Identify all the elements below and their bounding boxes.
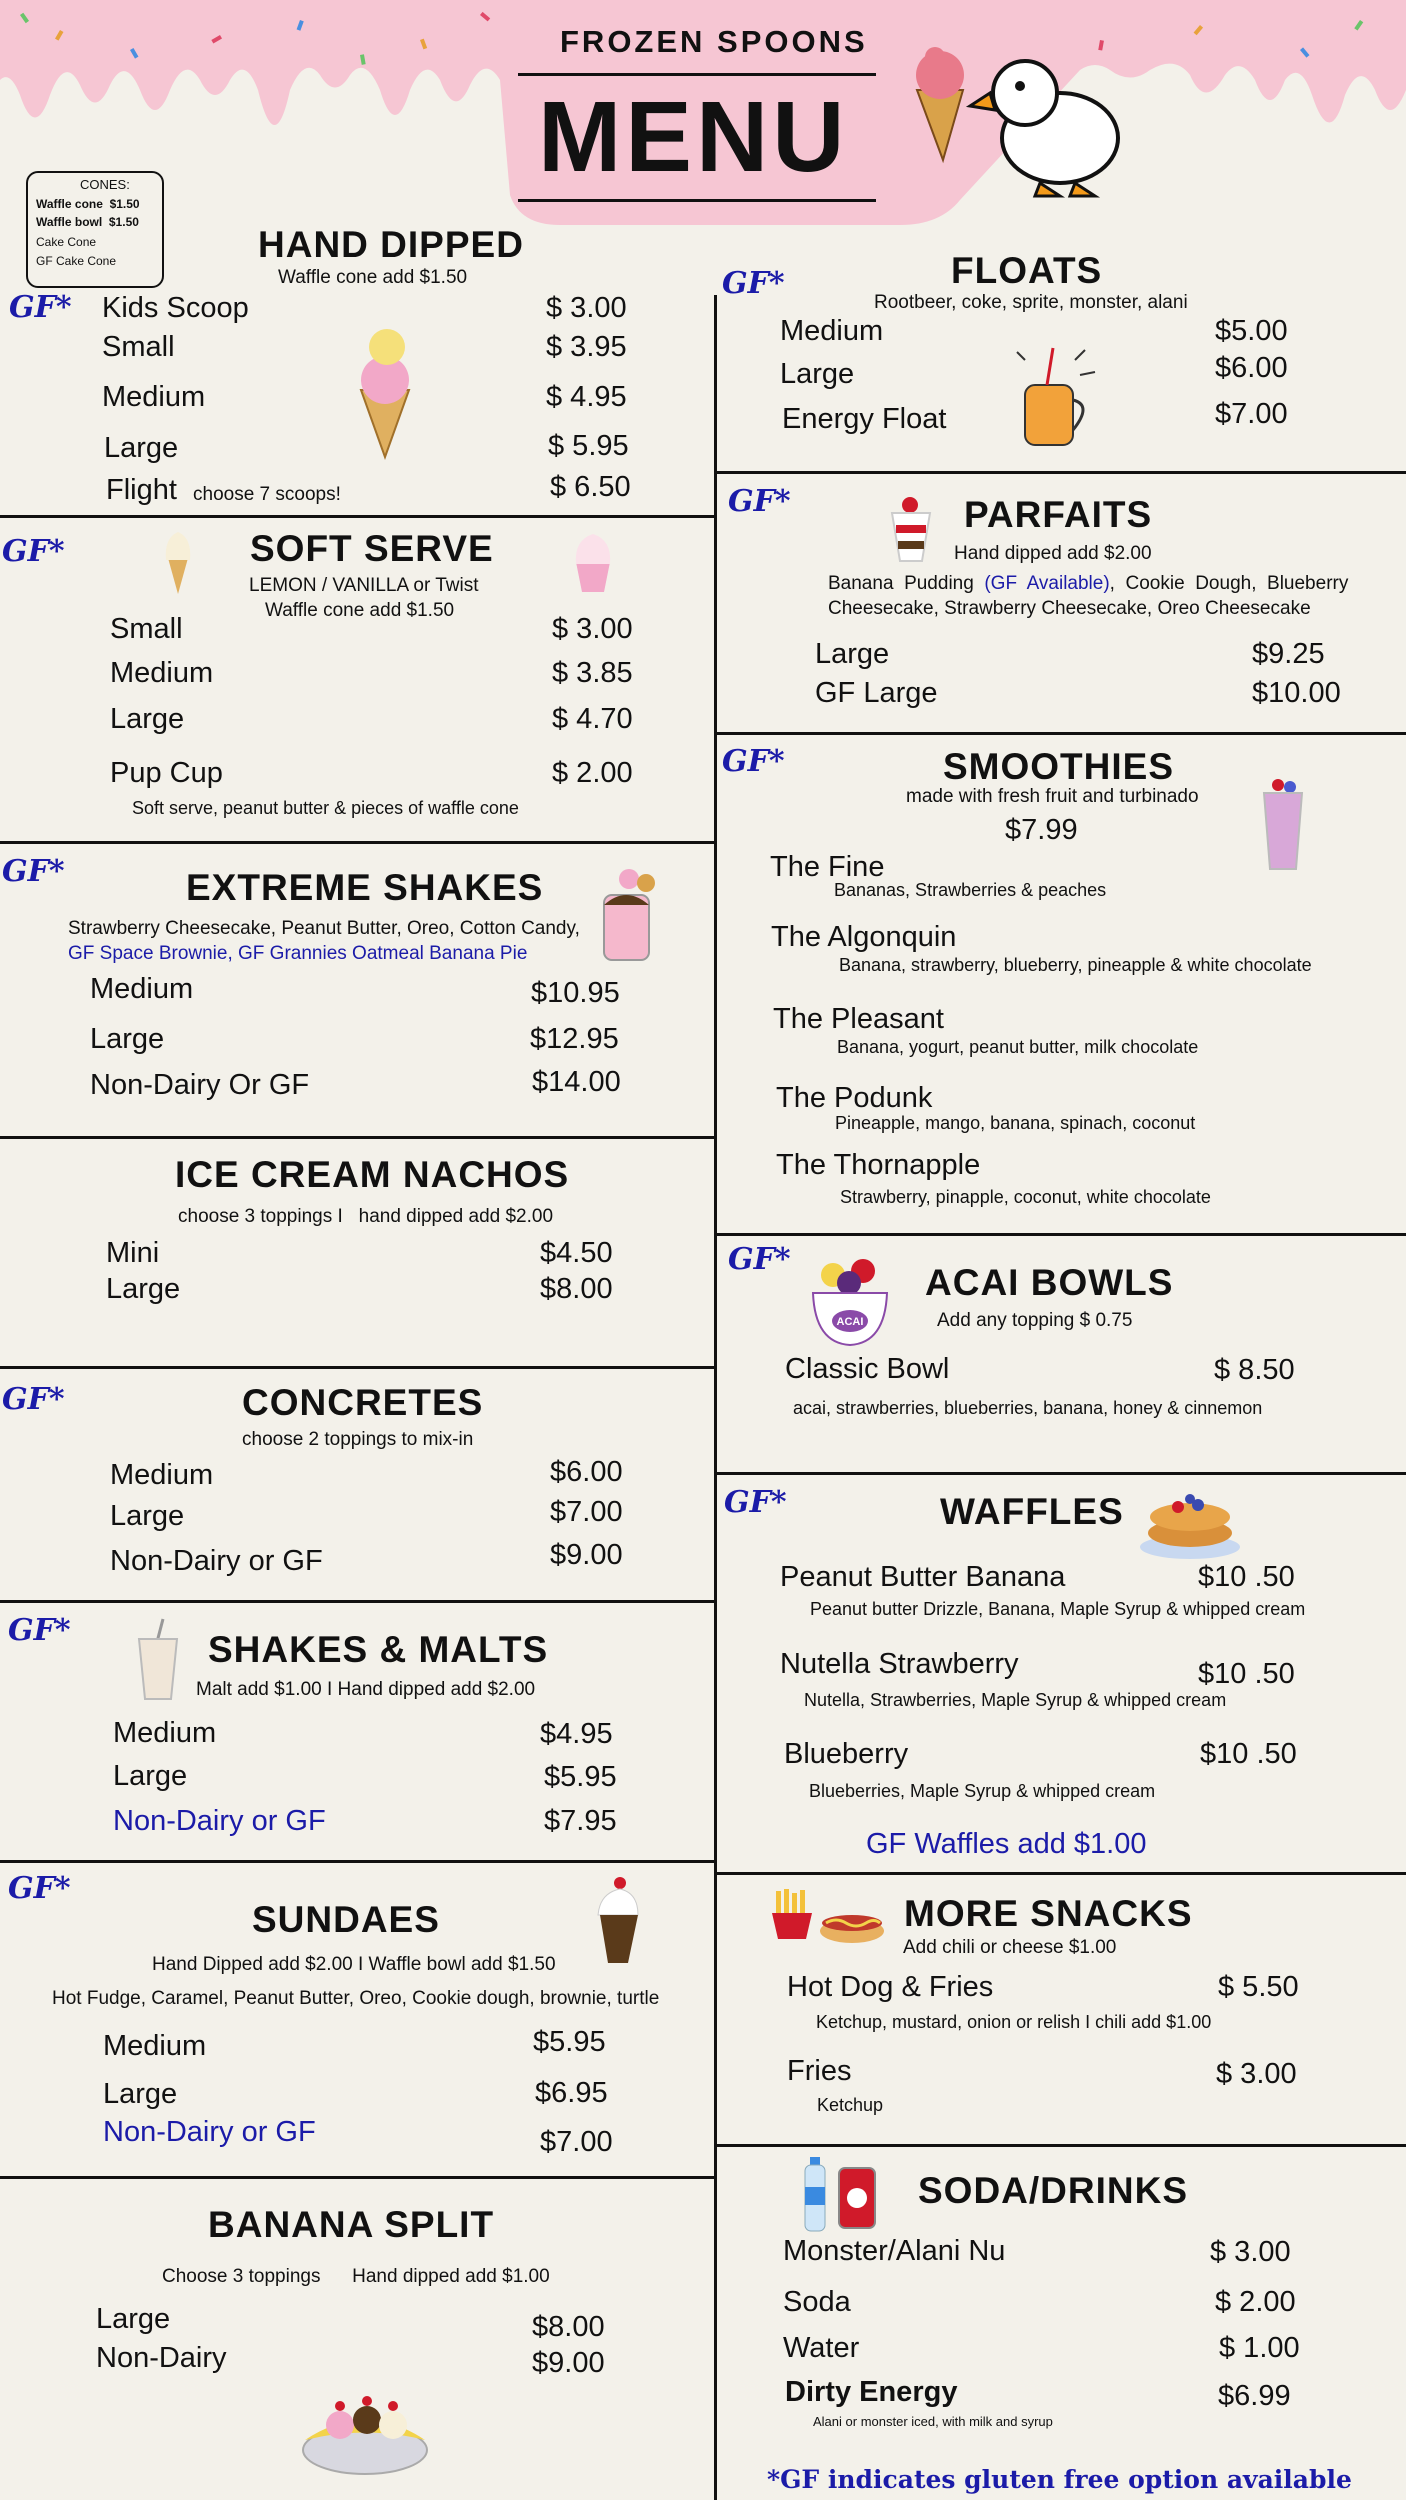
section-divider: [715, 732, 1406, 735]
parfaits-flavors: Cheesecake, Strawberry Cheesecake, Oreo Cheesecake: [828, 598, 1311, 619]
gf-marker: GF*: [722, 744, 785, 779]
waffle-price: $10 .50: [1198, 1658, 1295, 1690]
fries-icon: [768, 1887, 816, 1942]
banana-split-subtitle: Choose 3 toppings Hand dipped add $1.00: [162, 2266, 550, 2287]
menu-item-name: Dirty Energy: [785, 2376, 958, 2408]
menu-item-price: $ 3.00: [552, 613, 633, 645]
smoothies-title: SMOOTHIES: [943, 746, 1175, 787]
menu-item-price: $14.00: [532, 1066, 621, 1098]
menu-item-price: $ 4.95: [546, 381, 627, 413]
title-rule-top: [518, 73, 876, 76]
menu-item-name: Large: [110, 703, 185, 735]
water-bottle-icon: [800, 2155, 830, 2233]
waffle-stack-icon: [1138, 1475, 1243, 1560]
menu-item-name: Energy Float: [782, 403, 947, 435]
duck-mascot-icon: [965, 38, 1125, 198]
menu-item-name: Medium: [110, 657, 214, 689]
flight-note: choose 7 scoops!: [193, 484, 341, 505]
menu-item-name: Non-Dairy: [96, 2342, 227, 2374]
parfaits-subtitle: Hand dipped add $2.00: [954, 543, 1152, 564]
section-divider: [0, 1860, 715, 1863]
menu-item-price: $5.00: [1215, 315, 1288, 347]
banana-split-title: BANANA SPLIT: [208, 2204, 495, 2245]
smoothie-description: Strawberry, pinapple, coconut, white chocolate: [840, 1187, 1211, 1207]
title-rule-bottom: [518, 199, 876, 202]
menu-item-name: Flight: [106, 474, 177, 506]
section-divider: [0, 2176, 715, 2179]
menu-item-price: $10.00: [1252, 677, 1341, 709]
waffle-price: $10 .50: [1198, 1561, 1295, 1593]
section-divider: [715, 1472, 1406, 1475]
floats-title: FLOATS: [951, 250, 1103, 291]
menu-item-price: $ 1.00: [1219, 2332, 1300, 2364]
extreme-shakes-flavors: Strawberry Cheesecake, Peanut Butter, Oreo, Cotton Candy,: [68, 918, 580, 939]
menu-item-name: Large: [90, 1023, 165, 1055]
acai-bowls-subtitle: Add any topping $ 0.75: [937, 1310, 1133, 1331]
cones-title: CONES:: [80, 177, 130, 192]
section-divider: [715, 1872, 1406, 1875]
cones-line: Waffle bowl $1.50: [36, 215, 139, 229]
menu-item-price: $6.00: [550, 1456, 623, 1488]
menu-item-name: GF Large: [815, 677, 938, 709]
menu-item-name: Kids Scoop: [102, 292, 249, 324]
floats-subtitle: Rootbeer, coke, sprite, monster, alani: [874, 292, 1188, 313]
smoothie-name: The Thornapple: [776, 1149, 981, 1181]
gf-marker: GF*: [722, 266, 785, 301]
section-divider: [715, 1233, 1406, 1236]
waffle-description: Peanut butter Drizzle, Banana, Maple Syrup & whipped cream: [810, 1599, 1306, 1619]
menu-item-name: Water: [783, 2332, 860, 2364]
menu-item-price: $ 2.00: [1215, 2286, 1296, 2318]
parfait-icon: [886, 495, 936, 565]
menu-item-price: $7.00: [540, 2126, 613, 2158]
menu-item-price: $6.00: [1215, 352, 1288, 384]
waffle-description: Nutella, Strawberries, Maple Syrup & whipped cream: [804, 1690, 1227, 1710]
cones-box: [26, 171, 164, 288]
menu-item-name: Pup Cup: [110, 757, 223, 789]
nachos-subtitle: choose 3 toppings I hand dipped add $2.00: [178, 1206, 554, 1227]
parfaits-flavors-b: , Cookie Dough, Blueberry: [1109, 573, 1349, 594]
menu-item-price: $7.95: [544, 1805, 617, 1837]
menu-item-name: Medium: [102, 381, 206, 413]
soft-serve-title: SOFT SERVE: [250, 528, 494, 569]
section-divider: [715, 2144, 1406, 2147]
gf-marker: GF*: [8, 1613, 71, 1648]
cones-line: GF Cake Cone: [36, 254, 117, 268]
soft-serve-cup-icon: [568, 530, 618, 595]
fries-description: Ketchup: [817, 2095, 884, 2115]
gf-marker: GF*: [728, 1242, 791, 1277]
ice-cream-cone-icon: [345, 325, 425, 460]
extreme-shakes-title: EXTREME SHAKES: [186, 867, 544, 908]
menu-item-name: Large: [96, 2303, 171, 2335]
menu-item-name: Classic Bowl: [785, 1353, 950, 1385]
parfaits-flavors: [828, 573, 1348, 595]
menu-item-name: Hot Dog & Fries: [787, 1971, 994, 2003]
extreme-shakes-gf-flavors: GF Space Brownie, GF Grannies Oatmeal Banana Pie: [68, 943, 528, 964]
menu-item-name: Large: [815, 638, 890, 670]
menu-item-name: Medium: [110, 1459, 214, 1491]
menu-item-price: $ 8.50: [1214, 1354, 1295, 1386]
menu-item-name: Non-Dairy or GF: [103, 2116, 316, 2148]
banana-split-icon: [295, 2370, 435, 2480]
soda-drinks-title: SODA/DRINKS: [918, 2170, 1189, 2211]
float-mug-icon: [1005, 340, 1100, 450]
smoothie-description: Bananas, Strawberries & peaches: [834, 880, 1107, 900]
milkshake-jar-icon: [594, 865, 669, 965]
more-snacks-subtitle: Add chili or cheese $1.00: [903, 1937, 1117, 1958]
menu-item-name: Non-Dairy Or GF: [90, 1069, 310, 1101]
smoothie-description: Banana, yogurt, peanut butter, milk chocolate: [837, 1037, 1199, 1057]
menu-item-price: $7.00: [550, 1496, 623, 1528]
soft-serve-subtitle: Waffle cone add $1.50: [265, 600, 455, 621]
shakes-malts-title: SHAKES & MALTS: [208, 1629, 549, 1670]
section-divider: [0, 841, 715, 844]
smoothie-name: The Fine: [770, 851, 885, 883]
menu-item-price: $7.00: [1215, 398, 1288, 430]
smoothie-description: Banana, strawberry, blueberry, pineapple & white chocolate: [839, 955, 1312, 975]
menu-item-name: Mini: [106, 1237, 160, 1269]
hot-dog-icon: [818, 1903, 886, 1948]
soft-serve-cone-icon: [160, 530, 196, 595]
gf-marker: GF*: [9, 290, 72, 325]
menu-title: MENU: [538, 81, 849, 193]
gluten-free-footnote: *GF indicates gluten free option available: [767, 2465, 1352, 2494]
milkshake-cup-icon: [133, 1617, 183, 1702]
parfaits-flavors-a: Banana Pudding: [828, 573, 985, 594]
menu-item-price: $5.95: [533, 2026, 606, 2058]
menu-item-price: $6.95: [535, 2077, 608, 2109]
menu-item-price: $ 5.95: [548, 430, 629, 462]
menu-item-name: Non-Dairy or GF: [110, 1545, 323, 1577]
smoothie-glass-icon: [1258, 775, 1308, 875]
smoothies-price: $7.99: [1005, 814, 1078, 846]
gf-marker: GF*: [2, 1382, 65, 1417]
concretes-title: CONCRETES: [242, 1382, 484, 1423]
menu-item-price: $ 3.85: [552, 657, 633, 689]
gf-marker: GF*: [728, 484, 791, 519]
cones-line: Cake Cone: [36, 235, 97, 249]
smoothie-name: The Podunk: [776, 1082, 933, 1114]
parfaits-gf-available: (GF Available): [984, 573, 1110, 594]
soda-can-icon: [836, 2165, 878, 2230]
menu-item-name: Fries: [787, 2055, 852, 2087]
menu-item-price: $8.00: [532, 2311, 605, 2343]
hot-dog-description: Ketchup, mustard, onion or relish I chili add $1.00: [816, 2012, 1212, 2032]
menu-item-name: Large: [780, 358, 855, 390]
gf-marker: GF*: [2, 854, 65, 889]
gf-marker: GF*: [724, 1485, 787, 1520]
menu-item-name: Small: [110, 613, 183, 645]
section-divider: [0, 515, 715, 518]
waffle-name: Peanut Butter Banana: [780, 1561, 1066, 1593]
menu-item-price: $8.00: [540, 1273, 613, 1305]
cones-line: Waffle cone $1.50: [36, 197, 140, 211]
waffle-name: Nutella Strawberry: [780, 1648, 1019, 1680]
brand-name: FROZEN SPOONS: [560, 24, 868, 59]
menu-item-price: $ 3.00: [1210, 2236, 1291, 2268]
menu-item-name: Large: [104, 432, 179, 464]
acai-bowl-icon: [805, 1253, 895, 1348]
menu-item-price: $ 5.50: [1218, 1971, 1299, 2003]
concretes-subtitle: choose 2 toppings to mix-in: [242, 1429, 474, 1450]
sundaes-title: SUNDAES: [252, 1899, 440, 1940]
menu-item-name: Non-Dairy or GF: [113, 1805, 326, 1837]
menu-item-name: Monster/Alani Nu: [783, 2235, 1006, 2267]
menu-item-name: Medium: [780, 315, 884, 347]
menu-item-name: Medium: [103, 2030, 207, 2062]
menu-item-price: $ 4.70: [552, 703, 633, 735]
parfaits-title: PARFAITS: [964, 494, 1153, 535]
waffle-description: Blueberries, Maple Syrup & whipped cream: [809, 1781, 1156, 1801]
menu-item-price: $9.25: [1252, 638, 1325, 670]
menu-item-name: Soda: [783, 2286, 851, 2318]
menu-item-name: Small: [102, 331, 175, 363]
smoothie-description: Pineapple, mango, banana, spinach, coconut: [835, 1113, 1196, 1133]
column-divider: [714, 295, 717, 2500]
smoothie-name: The Pleasant: [773, 1003, 944, 1035]
soft-serve-subtitle: LEMON / VANILLA or Twist: [249, 575, 479, 596]
more-snacks-title: MORE SNACKS: [904, 1893, 1193, 1934]
menu-item-price: $9.00: [550, 1539, 623, 1571]
smoothie-name: The Algonquin: [771, 921, 957, 953]
menu-item-price: $10.95: [531, 977, 620, 1009]
section-divider: [0, 1136, 715, 1139]
waffle-price: $10 .50: [1200, 1738, 1297, 1770]
sundaes-toppings: Hot Fudge, Caramel, Peanut Butter, Oreo, Cookie dough, brownie, turtle: [52, 1988, 660, 2009]
nachos-title: ICE CREAM NACHOS: [175, 1154, 570, 1195]
menu-item-name: Medium: [90, 973, 194, 1005]
menu-item-name: Large: [113, 1760, 188, 1792]
acai-bowl-description: acai, strawberries, blueberries, banana, honey & cinnemon: [793, 1398, 1263, 1418]
menu-item-price: $12.95: [530, 1023, 619, 1055]
menu-item-price: $ 2.00: [552, 757, 633, 789]
menu-item-price: $ 3.00: [1216, 2058, 1297, 2090]
waffle-name: Blueberry: [784, 1738, 909, 1770]
menu-item-price: $4.95: [540, 1718, 613, 1750]
menu-item-price: $ 3.95: [546, 331, 627, 363]
hand-dipped-title: HAND DIPPED: [258, 224, 524, 265]
menu-item-price: $9.00: [532, 2347, 605, 2379]
acai-bowl-label: ACAI: [836, 1316, 864, 1328]
acai-bowls-title: ACAI BOWLS: [925, 1262, 1174, 1303]
gf-marker: GF*: [2, 534, 65, 569]
menu-item-price: $5.95: [544, 1761, 617, 1793]
menu-item-name: Large: [110, 1500, 185, 1532]
menu-item-price: $ 3.00: [546, 292, 627, 324]
waffles-title: WAFFLES: [940, 1491, 1124, 1532]
sundaes-subtitle: Hand Dipped add $2.00 I Waffle bowl add $1.50: [152, 1954, 556, 1975]
section-divider: [715, 471, 1406, 474]
menu-item-price: $4.50: [540, 1237, 613, 1269]
section-divider: [0, 1600, 715, 1603]
dirty-energy-description: Alani or monster iced, with milk and syrup: [813, 2414, 1053, 2429]
shakes-malts-subtitle: Malt add $1.00 I Hand dipped add $2.00: [196, 1679, 536, 1700]
menu-item-name: Large: [103, 2078, 178, 2110]
gf-marker: GF*: [8, 1871, 71, 1906]
hand-dipped-subtitle: Waffle cone add $1.50: [278, 267, 468, 288]
smoothies-subtitle: made with fresh fruit and turbinado: [906, 786, 1199, 807]
sundae-icon: [590, 1875, 645, 1965]
pup-cup-description: Soft serve, peanut butter & pieces of waffle cone: [132, 798, 519, 818]
menu-item-name: Large: [106, 1273, 181, 1305]
section-divider: [0, 1366, 715, 1369]
menu-item-price: $ 6.50: [550, 471, 631, 503]
menu-item-price: $6.99: [1218, 2380, 1291, 2412]
menu-item-name: Medium: [113, 1717, 217, 1749]
gf-waffles-note: GF Waffles add $1.00: [866, 1828, 1147, 1860]
